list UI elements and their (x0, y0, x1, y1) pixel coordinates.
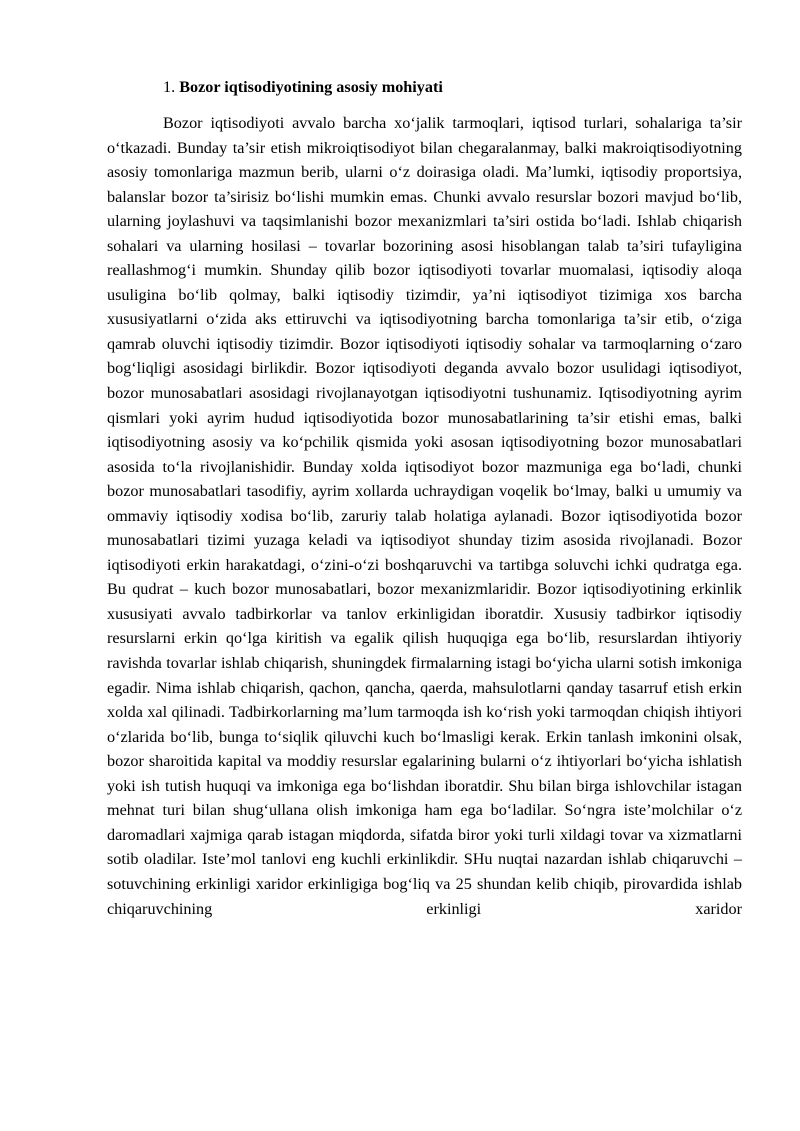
section-number: 1. (163, 78, 176, 96)
section-title: Bozor iqtisodiyotining asosiy mohiyati (179, 78, 443, 96)
section-heading (163, 76, 443, 98)
body-paragraph: Bozor iqtisodiyoti avvalo barcha xo‘jalik tarmoqlari, iqtisod turlari, sohalariga ta’sir o‘tkazadi. Bunday ta’sir etish mikroiqtisodiyot bilan chegaralanmay, balki makroiqtisodiyotning asosiy tomonlariga mazmun berib, ularni o‘z doirasiga oladi. Ma’lumki, iqtisodiy proportsiya, balanslar bozor ta’sirisiz bo‘lishi mumkin emas. Chunki avvalo resurslar bozori mavjud bo‘lib, ularning joylashuvi va taqsimlanishi bozor mexanizmlari ta’siri ostida bo‘ladi. Ishlab chiqarish sohalari va ularning hosilasi – tovarlar bozorining asosi hisoblangan talab ta’siri tufayligina reallashmog‘i mumkin. Shunday qilib bozor iqtisodiyoti tovarlar muomalasi, iqtisodiy aloqa usuligina bo‘lib qolmay, balki iqtisodiy tizimdir, ya’ni iqtisodiyot tizimiga xos barcha xususiyatlarni o‘zida aks ettiruvchi va iqtisodiyotning barcha tomonlariga ta’sir etib, o‘ziga qamrab oluvchi iqtisodiy tizimdir. Bozor iqtisodiyoti iqtisodiy sohalar va tarmoqlarning o‘zaro bog‘liqligi asosidagi birlikdir. Bozor iqtisodiyoti deganda avvalo bozor usulidagi iqtisodiyot, bozor munosabatlari asosidagi rivojlanayotgan iqtisodiyotni tushunamiz. Iqtisodiyotning ayrim qismlari yoki ayrim hudud iqtisodiyotida bozor munosabatlarining ta’sir etishi emas, balki iqtisodiyotning asosiy va ko‘pchilik qismida yoki asosan iqtisodiyotning bozor munosabatlari asosida to‘la rivojlanishidir. Bunday xolda iqtisodiyot bozor mazmuniga ega bo‘ladi, chunki bozor munosabatlari tasodifiy, ayrim xollarda uchraydigan voqelik bo‘lmay, balki u umumiy va ommaviy iqtisodiy xodisa bo‘lib, zaruriy talab holatiga aylanadi. Bozor iqtisodiyotida bozor munosabatlari tizimi yuzaga keladi va iqtisodiyot shunday tizim asosida rivojlanadi. Bozor iqtisodiyoti erkin harakatdagi, o‘zini-o‘zi boshqaruvchi va tartibga soluvchi ichki qudratga ega. Bu qudrat – kuch bozor munosabatlari, bozor mexanizmlaridir. Bozor iqtisodiyotining erkinlik xususiyati avvalo tadbirkorlar va tanlov erkinligidan iboratdir. Xususiy tadbirkor iqtisodiy resurslarni erkin qo‘lga kiritish va egalik qilish huquqiga ega bo‘lib, resurslardan ihtiyoriy ravishda tovarlar ishlab chiqarish, shuningdek firmalarning istagi bo‘yicha ularni sotish imkoniga egadir. Nima ishlab chiqarish, qachon, qancha, qaerda, mahsulotlarni qanday tasarruf etish erkin xolda xal qilinadi. Tadbirkorlarning ma’lum tarmoqda ish ko‘rish yoki tarmoqdan chiqish ihtiyori o‘zlarida bo‘lib, bunga to‘siqlik qiluvchi kuch bo‘lmasligi kerak. Erkin tanlash imkonini olsak, bozor sharoitida kapital va moddiy resurslar egalarining bularni o‘z ihtiyorlari bo‘yicha ishlatish yoki ish tutish huquqi va imkoniga ega bo‘lishdan iboratdir. Shu bilan birga ishlovchilar istagan mehnat turi bilan shug‘ullana olish imkoniga ham ega bo‘ladilar. So‘ngra iste’molchilar o‘z daromadlari xajmiga qarab istagan miqdorda, sifatda biror yoki turli xildagi tovar va xizmatlarni sotib oladilar. Iste’mol tanlovi eng kuchli erkinlikdir. SHu nuqtai nazardan ishlab chiqaruvchi – sotuvchining erkinligi xaridor erkinligiga bog‘liq va 25 shundan kelib chiqib, pirovardida ishlab chiqaruvchining erkinligi xaridor (107, 114, 742, 918)
